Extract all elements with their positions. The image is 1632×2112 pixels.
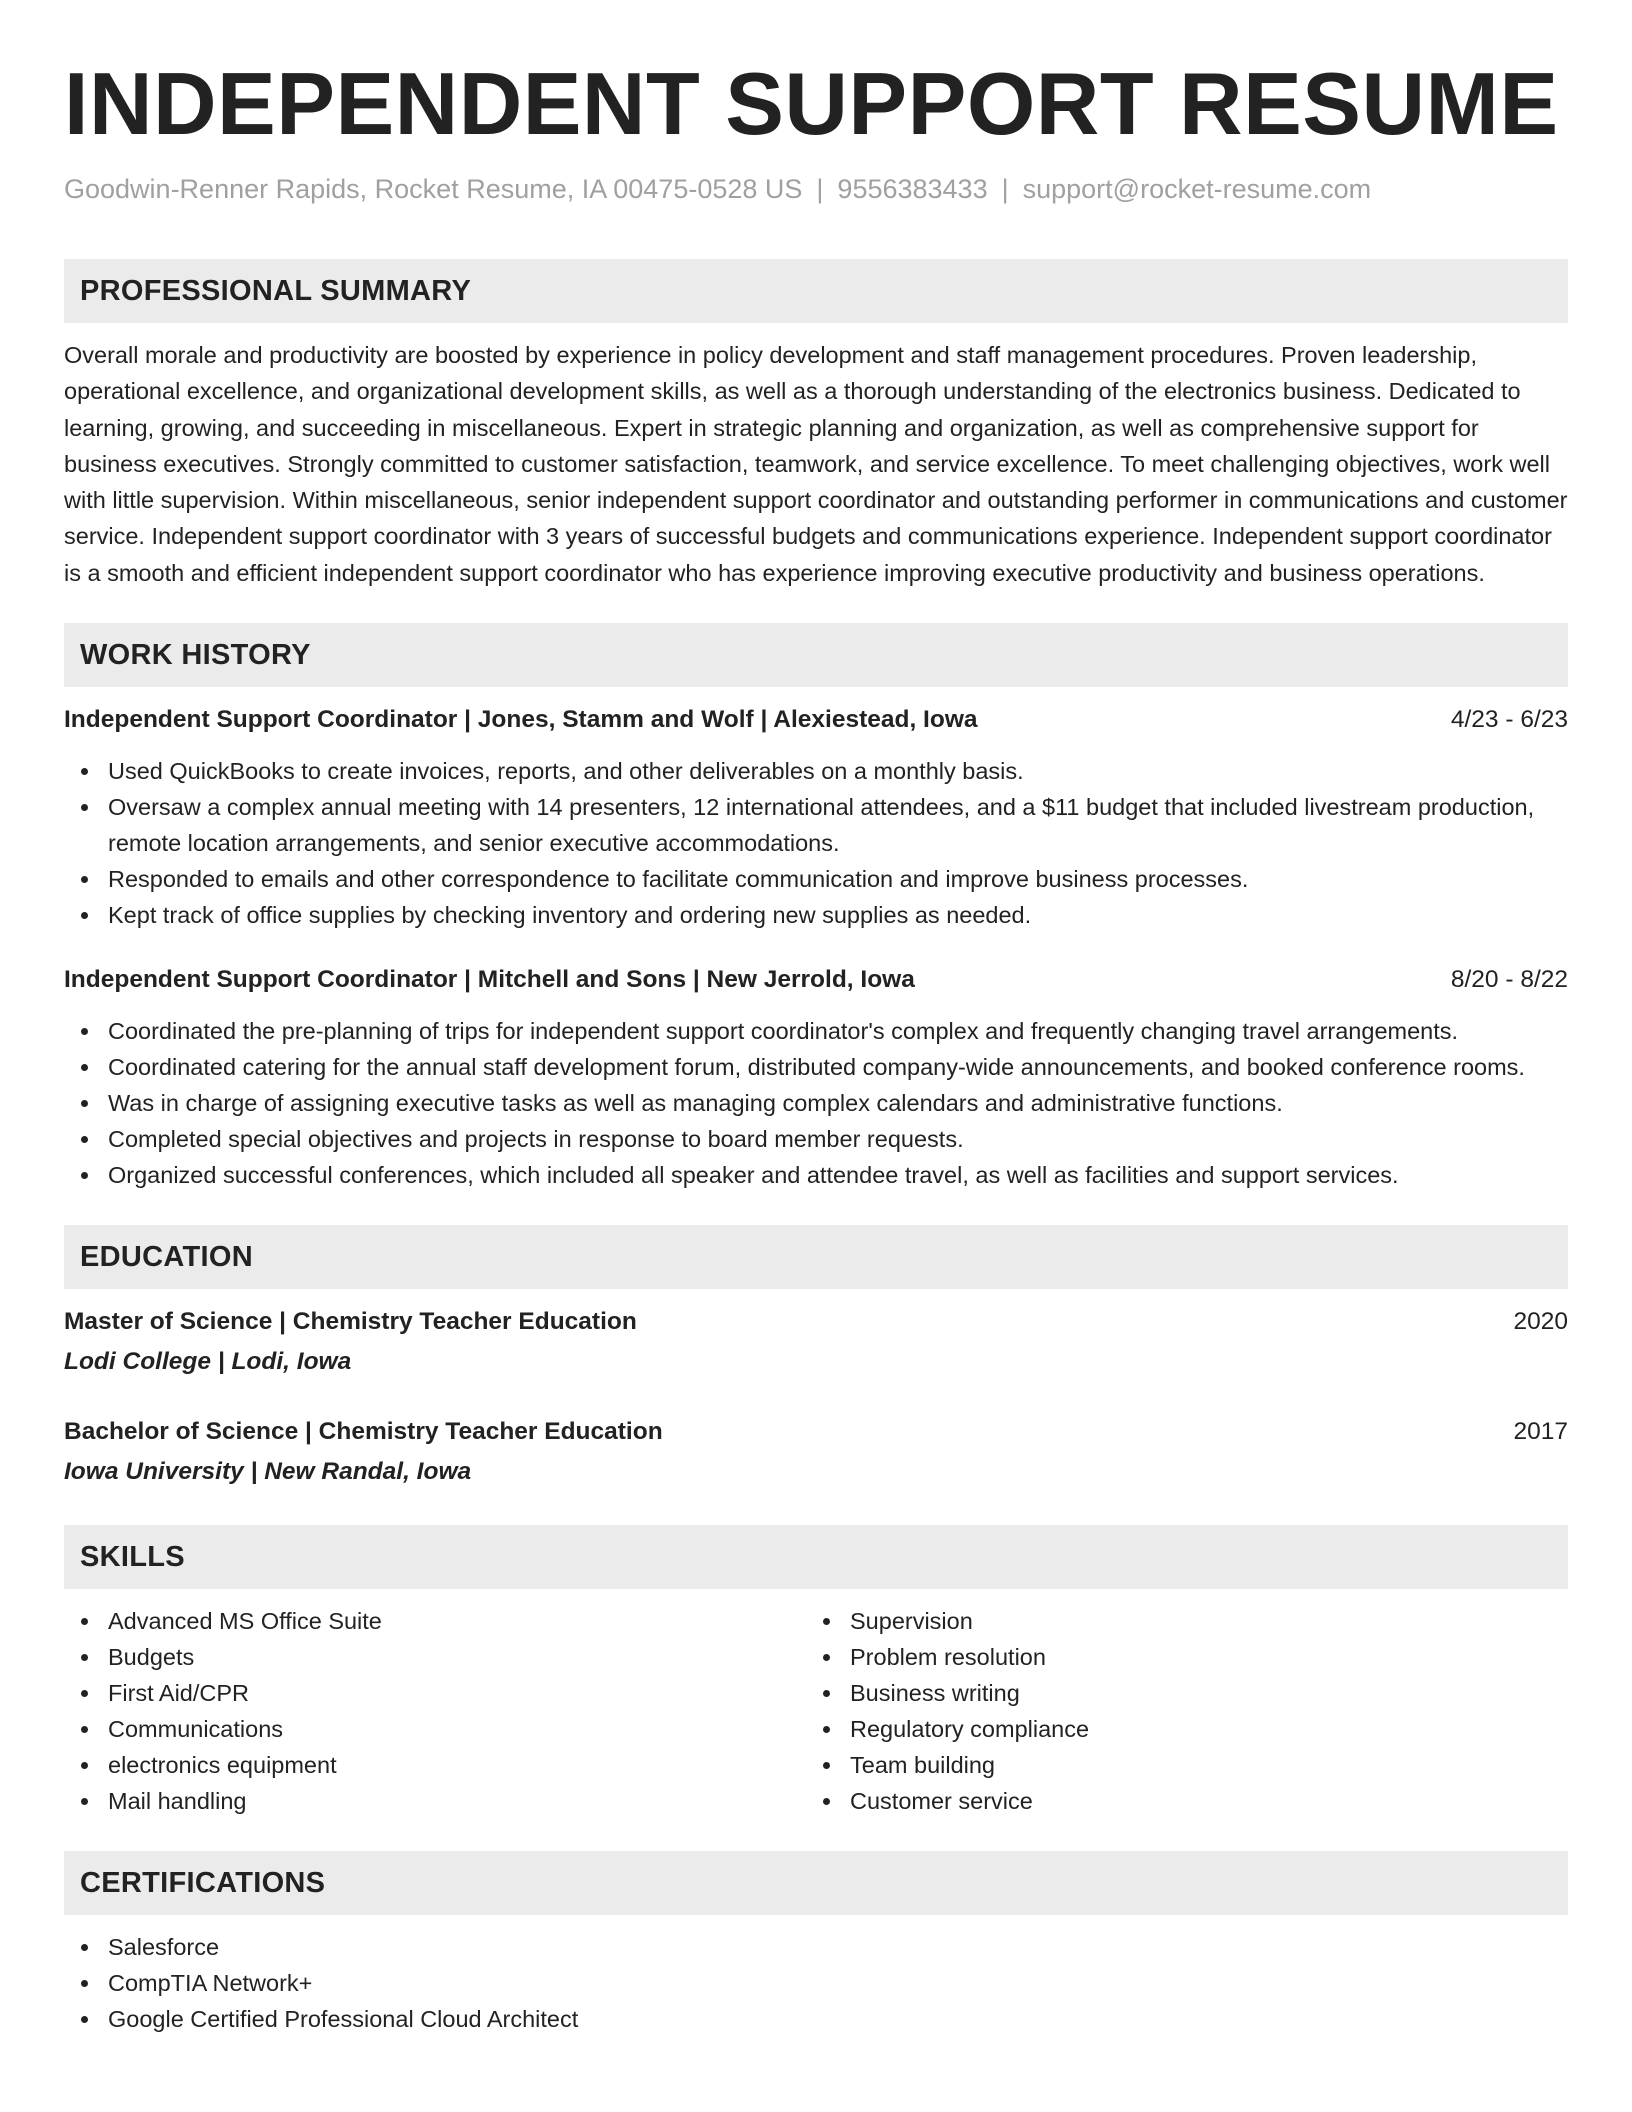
- skills-section-header: [64, 1525, 1568, 1589]
- contact-separator: |: [1001, 174, 1009, 204]
- job-bullet: Was in charge of assigning executive tasks as well as managing complex calendars and administrative functions.: [64, 1085, 1568, 1121]
- summary-section-header: [64, 259, 1568, 323]
- work-section-header: [64, 623, 1568, 687]
- education-section-title: EDUCATION: [80, 1240, 253, 1273]
- skill-item: First Aid/CPR: [64, 1675, 806, 1711]
- education-header: [64, 1415, 1568, 1449]
- skill-item: Supervision: [806, 1603, 1548, 1639]
- job-bullets: [64, 1013, 1568, 1193]
- skills-grid: [64, 1603, 1568, 1819]
- summary-section-title: PROFESSIONAL SUMMARY: [80, 274, 472, 307]
- job-entry: [64, 703, 1568, 933]
- job-bullet: Oversaw a complex annual meeting with 14 presenters, 12 international attendees, and a $11 budget that included livestream production, remote location arrangements, and senior executive accommodations.: [64, 789, 1568, 861]
- contact-line: [64, 172, 1568, 206]
- resume-name: INDEPENDENT SUPPORT RESUME: [64, 54, 1559, 153]
- job-bullet: Used QuickBooks to create invoices, reports, and other deliverables on a monthly basis.: [64, 753, 1568, 789]
- contact-email[interactable]: support@rocket-resume.com: [1022, 174, 1372, 204]
- contact-address: Goodwin-Renner Rapids, Rocket Resume, IA 00475-0528 US: [64, 174, 803, 204]
- summary-text: Overall morale and productivity are boosted by experience in policy development and staff management procedures. Proven leadership, operational excellence, and organizational development skills, as well as a thorough understanding of the electronics business. Dedicated to learning, growing, and succeeding in miscellaneous. Expert in strategic planning and organization, as well as comprehensive support for business executives. Strongly committed to customer satisfaction, teamwork, and service excellence. To meet challenging objectives, work well with little supervision. Within miscellaneous, senior independent support coordinator and outstanding performer in communications and customer service. Independent support coordinator with 3 years of successful budgets and communications experience. Independent support coordinator is a smooth and efficient independent support coordinator who has experience improving executive productivity and business operations.: [64, 342, 1568, 586]
- education-degree: Bachelor of Science | Chemistry Teacher Education: [64, 1418, 663, 1446]
- education-school: Iowa University | New Randal, Iowa: [64, 1458, 472, 1486]
- resume-page: [64, 0, 1568, 2037]
- skills-section-title: SKILLS: [80, 1540, 185, 1573]
- contact-separator: |: [816, 174, 824, 204]
- certifications-section-header: [64, 1851, 1568, 1915]
- skill-item: Mail handling: [64, 1783, 806, 1819]
- job-title: Independent Support Coordinator | Mitchell and Sons | New Jerrold, Iowa: [64, 966, 915, 994]
- certification-item: Google Certified Professional Cloud Architect: [64, 2001, 1568, 2037]
- certifications-section-title: CERTIFICATIONS: [80, 1866, 326, 1899]
- job-header: [64, 703, 1568, 737]
- certifications-list: [64, 1929, 1568, 2037]
- skill-item: Regulatory compliance: [806, 1711, 1548, 1747]
- job-bullet: Organized successful conferences, which included all speaker and attendee travel, as well as facilities and support services.: [64, 1157, 1568, 1193]
- job-bullet: Coordinated catering for the annual staff development forum, distributed company-wide announcements, and booked conference rooms.: [64, 1049, 1568, 1085]
- education-entry: [64, 1415, 1568, 1489]
- job-bullets: [64, 753, 1568, 933]
- job-dates: 8/20 - 8/22: [1450, 966, 1568, 994]
- skill-item: Team building: [806, 1747, 1548, 1783]
- education-degree: Master of Science | Chemistry Teacher Education: [64, 1308, 637, 1336]
- certification-item: CompTIA Network+: [64, 1965, 1568, 2001]
- education-section-header: [64, 1225, 1568, 1289]
- job-header: [64, 963, 1568, 997]
- education-year: 2020: [1513, 1308, 1568, 1336]
- skill-item: Customer service: [806, 1783, 1548, 1819]
- skill-item: Problem resolution: [806, 1639, 1548, 1675]
- education-year: 2017: [1513, 1418, 1568, 1446]
- job-bullet: Coordinated the pre-planning of trips for independent support coordinator's complex and frequently changing travel arrangements.: [64, 1013, 1568, 1049]
- skill-item: Advanced MS Office Suite: [64, 1603, 806, 1639]
- work-section-title: WORK HISTORY: [80, 638, 311, 671]
- skill-item: Business writing: [806, 1675, 1548, 1711]
- skill-item: Communications: [64, 1711, 806, 1747]
- job-entry: [64, 963, 1568, 1193]
- education-school: Lodi College | Lodi, Iowa: [64, 1348, 352, 1376]
- certification-item: Salesforce: [64, 1929, 1568, 1965]
- skill-item: Budgets: [64, 1639, 806, 1675]
- job-title: Independent Support Coordinator | Jones, Stamm and Wolf | Alexiestead, Iowa: [64, 706, 978, 734]
- job-bullet: Kept track of office supplies by checking inventory and ordering new supplies as needed.: [64, 897, 1568, 933]
- skills-column-left: [64, 1603, 806, 1819]
- contact-phone: 9556383433: [837, 174, 988, 204]
- skills-column-right: [806, 1603, 1548, 1819]
- job-bullet: Completed special objectives and projects in response to board member requests.: [64, 1121, 1568, 1157]
- job-dates: 4/23 - 6/23: [1450, 706, 1568, 734]
- job-bullet: Responded to emails and other correspondence to facilitate communication and improve business processes.: [64, 861, 1568, 897]
- education-entry: [64, 1305, 1568, 1379]
- skill-item: electronics equipment: [64, 1747, 806, 1783]
- education-header: [64, 1305, 1568, 1339]
